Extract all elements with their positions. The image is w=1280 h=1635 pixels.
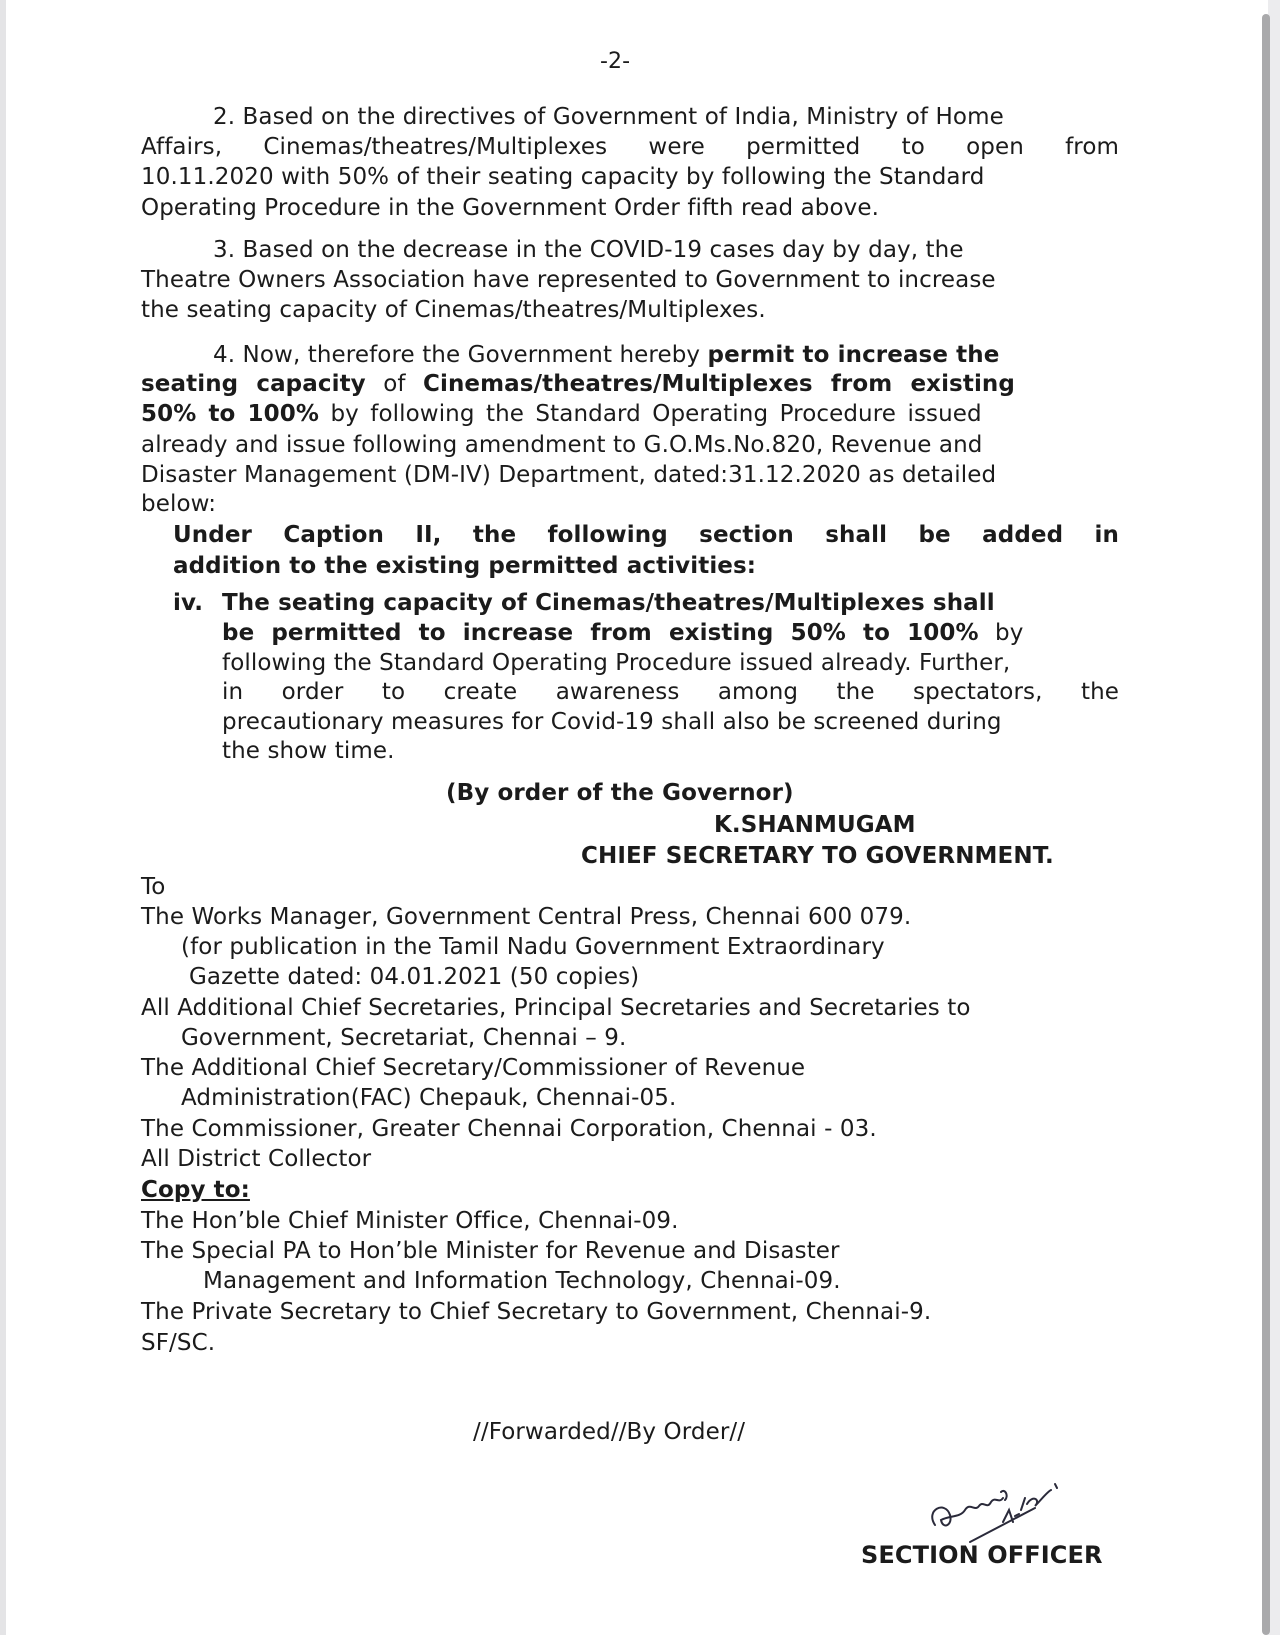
to-line-7: Administration(FAC) Chepauk, Chennai-05. — [181, 1085, 677, 1111]
to-line-9: All District Collector — [141, 1146, 372, 1172]
to-line-1: The Works Manager, Government Central Press, Chennai 600 079. — [141, 904, 912, 930]
para-4-line-3-plain: by following the Standard Operating Procedure issued — [319, 401, 982, 427]
para-4-line-2-plain: of — [365, 371, 423, 397]
para-4-line-6: below: — [141, 491, 217, 517]
para-3-line-3: the seating capacity of Cinemas/theatres/Multiplexes. — [141, 297, 766, 323]
para-3-line-1: 3. Based on the decrease in the COVID-19 cases day by day, the — [213, 237, 964, 263]
signatory-name: K.SHANMUGAM — [714, 812, 916, 838]
para-4-line-3 — [141, 399, 982, 430]
to-line-3: Gazette dated: 04.01.2021 (50 copies) — [189, 964, 640, 990]
copy-to-line-3: Management and Information Technology, Chennai-09. — [203, 1268, 841, 1294]
para-4-line-1 — [213, 340, 999, 371]
item-iv-line-2-bold: be permitted to increase from existing 50% to 100% — [222, 620, 979, 646]
item-iv-line-4: in order to create awareness among the spectators, the — [222, 679, 1119, 705]
para-2-line-3: 10.11.2020 with 50% of their seating capacity by following the Standard — [141, 164, 985, 190]
copy-to-line-4: The Private Secretary to Chief Secretary to Government, Chennai-9. — [141, 1299, 932, 1325]
by-order-of-governor: (By order of the Governor) — [446, 780, 794, 806]
item-iv-line-5: precautionary measures for Covid-19 shall also be screened during — [222, 709, 1002, 735]
to-line-6: The Additional Chief Secretary/Commissioner of Revenue — [141, 1055, 806, 1081]
copy-to-line-1: The Hon’ble Chief Minister Office, Chennai-09. — [141, 1208, 679, 1234]
section-officer-title: SECTION OFFICER — [861, 1541, 1103, 1569]
to-label: To — [141, 874, 166, 900]
para-4-line-1-plain: 4. Now, therefore the Government hereby — [213, 342, 708, 368]
forwarded-by-order: //Forwarded//By Order// — [473, 1419, 746, 1445]
item-iv-line-2-plain: by — [978, 620, 1024, 646]
caption-line-1: Under Caption II, the following section shall be added in — [173, 522, 1119, 548]
signatory-title: CHIEF SECRETARY TO GOVERNMENT. — [581, 843, 1054, 869]
to-line-8: The Commissioner, Greater Chennai Corporation, Chennai - 03. — [141, 1116, 877, 1142]
item-iv-line-3: following the Standard Operating Procedure issued already. Further, — [222, 650, 1011, 676]
handwritten-signature-icon — [915, 1470, 1075, 1550]
caption-line-2: addition to the existing permitted activities: — [173, 553, 757, 579]
para-2-line-1: 2. Based on the directives of Government of India, Ministry of Home — [213, 104, 1004, 130]
to-line-4: All Additional Chief Secretaries, Principal Secretaries and Secretaries to — [141, 995, 971, 1021]
item-iv-line-1: The seating capacity of Cinemas/theatres/Multiplexes shall — [222, 590, 995, 616]
to-line-5: Government, Secretariat, Chennai – 9. — [181, 1025, 627, 1051]
copy-to-label: Copy to: — [141, 1177, 250, 1203]
para-2-line-4: Operating Procedure in the Government Order fifth read above. — [141, 195, 880, 221]
para-3-line-2: Theatre Owners Association have represented to Government to increase — [141, 267, 996, 293]
item-iv-line-2 — [222, 618, 1023, 649]
page-number: -2- — [600, 49, 631, 74]
para-4-line-2 — [141, 369, 1015, 400]
scrollbar-thumb[interactable] — [1262, 14, 1270, 1635]
item-iv-line-6: the show time. — [222, 738, 395, 764]
para-4-line-1-bold: permit to increase the — [707, 342, 1000, 368]
para-4-line-2-bold-a: seating capacity — [141, 371, 366, 397]
para-4-line-4: already and issue following amendment to G.O.Ms.No.820, Revenue and — [141, 432, 983, 458]
para-4-line-5: Disaster Management (DM-IV) Department, dated:31.12.2020 as detailed — [141, 462, 997, 488]
copy-to-line-2: The Special PA to Hon’ble Minister for Revenue and Disaster — [141, 1238, 840, 1264]
copy-to-line-5: SF/SC. — [141, 1330, 216, 1356]
to-line-2: (for publication in the Tamil Nadu Government Extraordinary — [181, 934, 885, 960]
item-iv-marker: iv. — [173, 590, 204, 616]
para-2-line-2: Affairs, Cinemas/theatres/Multiplexes were permitted to open from — [141, 134, 1119, 160]
para-4-line-3-bold: 50% to 100% — [141, 401, 320, 427]
para-4-line-2-bold-b: Cinemas/theatres/Multiplexes from existing — [422, 371, 1015, 397]
